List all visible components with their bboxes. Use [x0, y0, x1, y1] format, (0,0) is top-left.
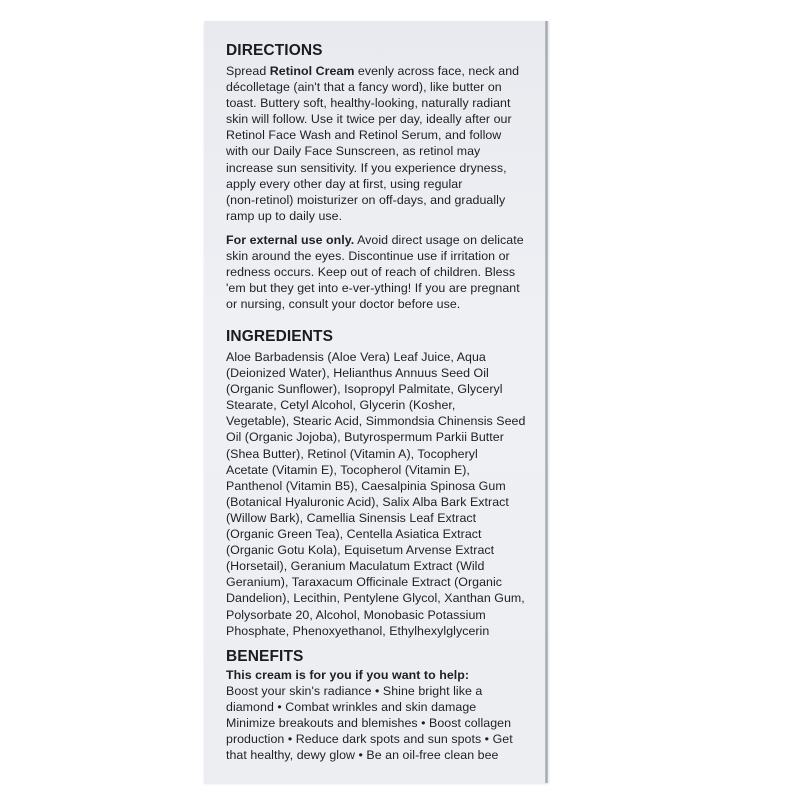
text-line: Acetate (Vitamin E), Tocopherol (Vitamin E), — [226, 462, 470, 477]
text-line: Stearate, Cetyl Alcohol, Glycerin (Kosher, — [226, 398, 456, 413]
text-line: with our Daily Face Sunscreen, as retinol may — [226, 144, 481, 159]
text-line: or nursing, consult your doctor before use. — [226, 297, 461, 312]
text-line: (Organic Gotu Kola), Equisetum Arvense Extract — [226, 543, 495, 558]
text-line: diamond • Combat wrinkles and skin damage — [226, 700, 477, 715]
ingredients-title: INGREDIENTS — [226, 328, 334, 345]
text-line: Geranium), Taraxacum Officinale Extract (Organic — [226, 575, 503, 590]
text-line: increase sun sensitivity. If you experience dryness, — [226, 160, 507, 175]
benefits-intro — [226, 667, 556, 683]
product-box-panel — [204, 21, 549, 783]
product-name-bold: Retinol Cream — [269, 64, 355, 78]
benefits-section — [226, 648, 556, 764]
text-line: (Botanical Hyaluronic Acid), Salix Alba Bark Extract — [226, 494, 509, 509]
text-span: Spread — [226, 64, 270, 78]
text-line: Aloe Barbadensis (Aloe Vera) Leaf Juice, Aqua — [226, 350, 486, 364]
text-line: redness occurs. Keep out of reach of children. Bless — [226, 265, 516, 280]
text-line: 'em but they get into e-ver-ything! If you are pregnant — [226, 281, 520, 296]
text-line: Boost your skin's radiance • Shine bright like a — [226, 684, 483, 699]
text-line: (Organic Green Tea), Centella Asiatica Extract — [226, 527, 482, 542]
text-line: production • Reduce dark spots and sun spots • Get — [226, 732, 513, 747]
directions-section — [226, 42, 556, 312]
text-line: Retinol Face Wash and Retinol Serum, and follow — [226, 128, 502, 143]
text-line: (non-retinol) moisturizer on off-days, and gradually — [226, 192, 506, 207]
text-line: (Shea Butter), Retinol (Vitamin A), Tocopheryl — [226, 446, 478, 461]
text-line: Panthenol (Vitamin B5), Caesalpinia Spinosa Gum — [226, 478, 506, 493]
benefits-intro-bold: This cream is for you if you want to help: — [226, 668, 470, 682]
text-line: Polysorbate 20, Alcohol, Monobasic Potassium — [226, 607, 486, 622]
text-line: (Organic Sunflower), Isopropyl Palmitate, Glyceryl — [226, 382, 503, 397]
text-line: (Deionized Water), Helianthus Annuus Seed Oil — [226, 366, 489, 381]
text-line: Vegetable), Stearic Acid, Simmondsia Chinensis Seed — [226, 414, 526, 429]
text-line — [226, 63, 556, 79]
text-line: (Willow Bark), Camellia Sinensis Leaf Extract — [226, 510, 477, 525]
directions-title: DIRECTIONS — [226, 42, 323, 59]
ingredients-section — [226, 328, 556, 639]
text-line — [226, 232, 556, 248]
text-span: Avoid direct usage on delicate — [354, 232, 524, 247]
directions-paragraph-2 — [226, 232, 556, 312]
text-line: apply every other day at first, using regular — [226, 176, 463, 191]
ingredients-list — [226, 349, 556, 639]
text-line: skin around the eyes. Discontinue use if irritation or — [226, 249, 510, 264]
text-line: (Horsetail), Geranium Maculatum Extract (Wild — [226, 559, 485, 574]
text-line: Dandelion), Lecithin, Pentylene Glycol, Xanthan Gum, — [226, 591, 525, 606]
text-line: décolletage (ain't that a fancy word), like butter on — [226, 80, 502, 95]
text-line: Minimize breakouts and blemishes • Boost collagen — [226, 716, 512, 731]
text-line: Oil (Organic Jojoba), Butyrospermum Parkii Butter — [226, 430, 504, 445]
text-span: evenly across face, neck and — [354, 64, 520, 78]
text-line: toast. Buttery soft, healthy-looking, naturally radiant — [226, 96, 511, 111]
warning-bold: For external use only. — [226, 232, 355, 247]
benefits-title: BENEFITS — [226, 648, 304, 665]
text-line: skin will follow. Use it twice per day, ideally after our — [226, 112, 512, 127]
benefits-list — [226, 667, 556, 764]
directions-paragraph-1 — [226, 63, 556, 224]
text-line: ramp up to daily use. — [226, 208, 343, 223]
text-line: that healthy, dewy glow • Be an oil-free clean bee — [226, 748, 499, 763]
text-line: Phosphate, Phenoxyethanol, Ethylhexylglycerin — [226, 623, 490, 638]
